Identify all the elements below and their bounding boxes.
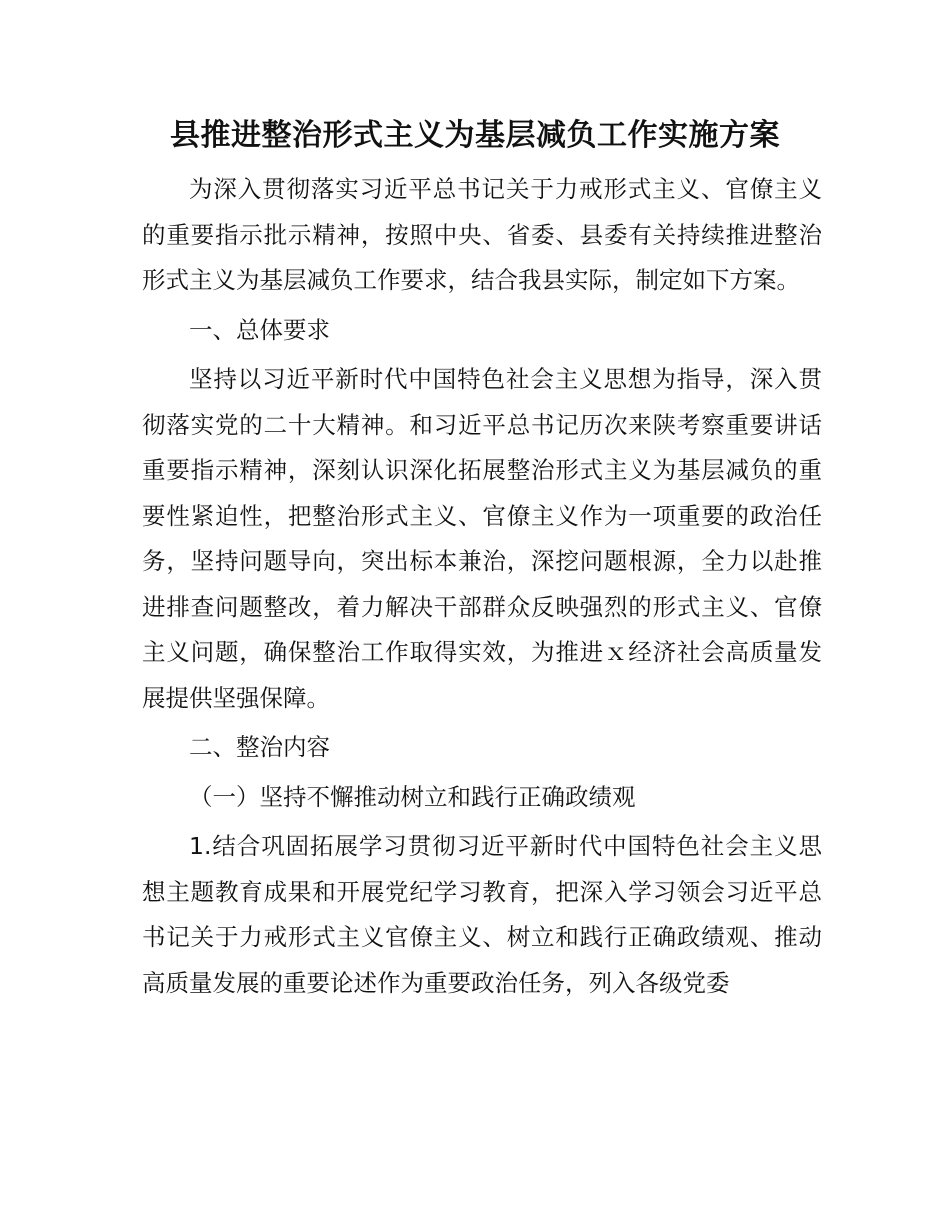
document-title: 县推进整治形式主义为基层减负工作实施方案 <box>170 118 780 153</box>
document-body <box>142 167 822 1006</box>
subsection-heading-1: （一）坚持不懈推动树立和践行正确政绩观 <box>189 782 636 811</box>
general-requirements-paragraph: 坚持以习近平新时代中国特色社会主义思想为指导，深入贯彻落实党的二十大精神。和习近平总书记历次来陕考察重要讲话重要指示精神，深刻认识深化拓展整治形式主义为基层减负的重要性紧迫性，把整治形式主义、官僚主义作为一项重要的政治任务，坚持问题导向，突出标本兼治，深挖问题根源，全力以赴推进排查问题整改，着力解决干部群众反映强烈的形式主义、官僚主义问题，确保整治工作取得实效，为推进ｘ经济社会高质量发展提供坚强保障。 <box>142 365 822 712</box>
intro-paragraph: 为深入贯彻落实习近平总书记关于力戒形式主义、官僚主义的重要指示批示精神，按照中央、省委、县委有关持续推进整治形式主义为基层减负工作要求，结合我县实际，制定如下方案。 <box>142 175 822 294</box>
item-1-paragraph: 1.结合巩固拓展学习贯彻习近平新时代中国特色社会主义思想主题教育成果和开展党纪学习教育，把深入学习领会习近平总书记关于力戒形式主义官僚主义、树立和践行正确政绩观、推动高质量发展的重要论述作为重要政治任务，列入各级党委 <box>142 832 822 997</box>
section-heading-rectification-content: 二、整治内容 <box>189 733 330 761</box>
section-heading-general-requirements: 一、总体要求 <box>189 315 330 344</box>
